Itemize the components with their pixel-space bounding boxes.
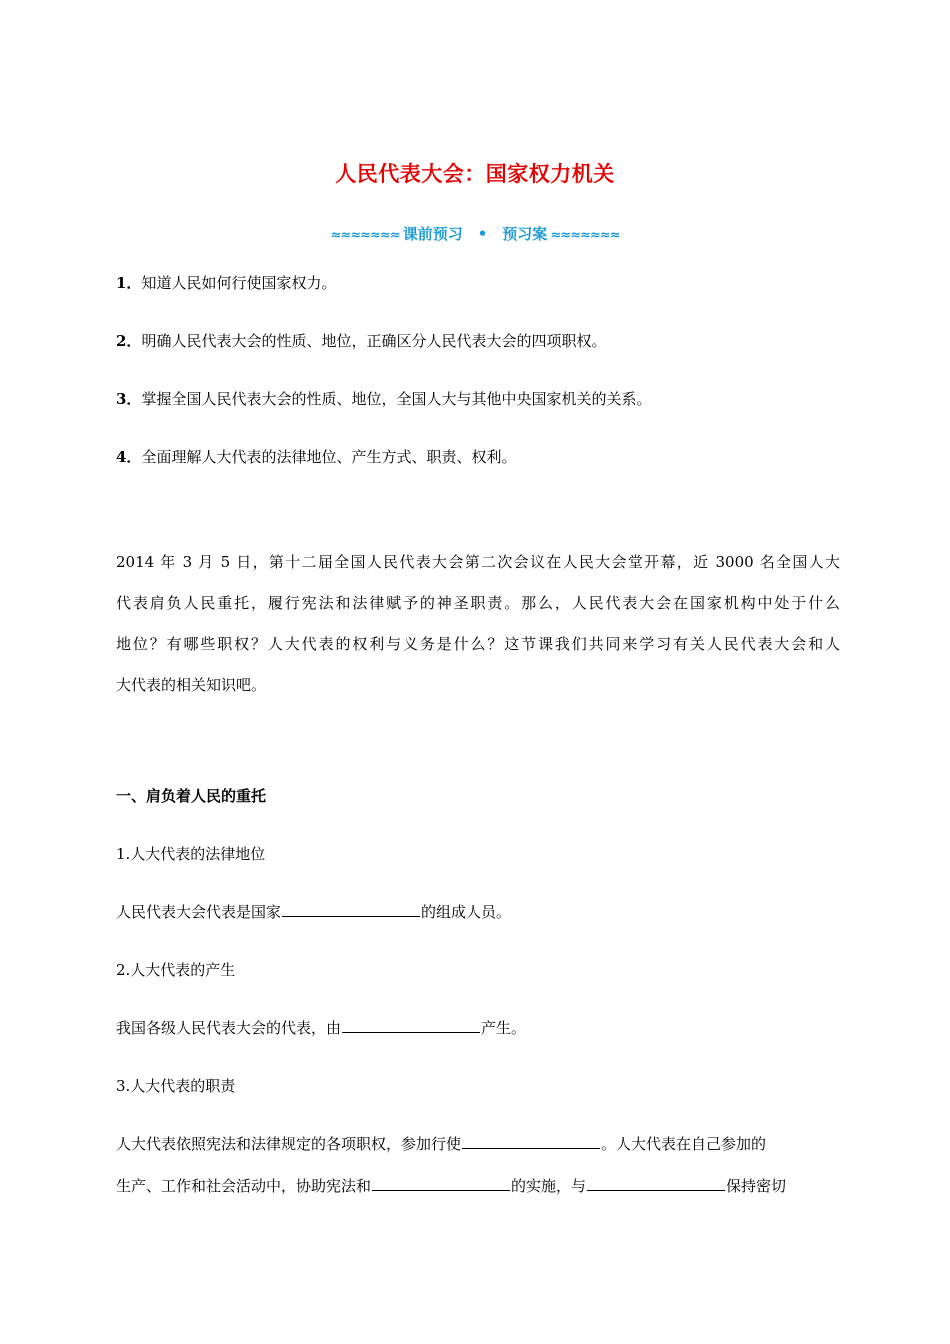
section-banner — [0, 223, 950, 244]
subsection-title: 2.人大代表的产生 — [116, 961, 236, 979]
intro-line: 代表肩负人民重托，履行宪法和法律赋予的神圣职责。那么，人民代表大会在国家机构中处于什么 — [116, 594, 840, 612]
objective-item — [116, 272, 336, 293]
objective-text: 全面理解人大代表的法律地位、产生方式、职责、权利。 — [141, 448, 517, 466]
sentence-text: 。人大代表在自己参加的 — [601, 1135, 767, 1153]
sentence-text: 保持密切 — [726, 1177, 787, 1195]
sentence-text: 人民代表大会代表是国家 — [116, 903, 282, 921]
objective-item — [116, 446, 516, 467]
fill-in-sentence — [116, 1133, 766, 1154]
objective-item — [116, 330, 606, 351]
sentence-text: 我国各级人民代表大会的代表，由 — [116, 1019, 342, 1037]
answer-blank[interactable] — [342, 1018, 480, 1033]
sentence-text: 的实施，与 — [511, 1177, 587, 1195]
sentence-text: 生产、工作和社会活动中，协助宪法和 — [116, 1177, 372, 1195]
banner-right-label: 预习案 — [502, 225, 548, 243]
fill-in-sentence — [116, 901, 511, 922]
fill-in-sentence — [116, 1017, 526, 1038]
sentence-text: 产生。 — [481, 1019, 527, 1037]
banner-dot: • — [477, 225, 488, 243]
answer-blank[interactable] — [282, 902, 420, 917]
section-heading: 一、肩负着人民的重托 — [116, 787, 267, 805]
objective-text: 明确人民代表大会的性质、地位，正确区分人民代表大会的四项职权。 — [141, 332, 607, 350]
intro-line: 地位？有哪些职权？人大代表的权利与义务是什么？这节课我们共同来学习有关人民代表大会和人 — [116, 635, 840, 653]
banner-left-label: 课前预习 — [402, 225, 463, 243]
subsection-title: 3.人大代表的职责 — [116, 1077, 236, 1095]
objective-number: 2． — [116, 332, 142, 350]
sentence-text: 人大代表依照宪法和法律规定的各项职权，参加行使 — [116, 1135, 462, 1153]
objective-text: 知道人民如何行使国家权力。 — [141, 274, 337, 292]
intro-paragraph — [116, 542, 840, 706]
answer-blank[interactable] — [372, 1176, 510, 1191]
fill-in-sentence — [116, 1175, 786, 1196]
objective-number: 4． — [116, 448, 142, 466]
subsection-title: 1.人大代表的法律地位 — [116, 845, 266, 863]
sentence-text: 的组成人员。 — [421, 903, 512, 921]
document-title: 人民代表大会：国家权力机关 — [335, 162, 615, 186]
answer-blank[interactable] — [462, 1134, 600, 1149]
objective-number: 1． — [116, 274, 142, 292]
objective-item — [116, 388, 651, 409]
objective-number: 3． — [116, 390, 142, 408]
answer-blank[interactable] — [587, 1176, 725, 1191]
banner-wave-left: ≈≈≈≈≈≈≈ — [330, 228, 400, 243]
intro-line: 大代表的相关知识吧。 — [116, 676, 267, 694]
intro-line: 2014 年 3 月 5 日，第十二届全国人民代表大会第二次会议在人民大会堂开幕，近 3000 名全国人大 — [116, 553, 840, 571]
banner-wave-right: ≈≈≈≈≈≈≈ — [550, 228, 620, 243]
objective-text: 掌握全国人民代表大会的性质、地位，全国人大与其他中央国家机关的关系。 — [141, 390, 652, 408]
